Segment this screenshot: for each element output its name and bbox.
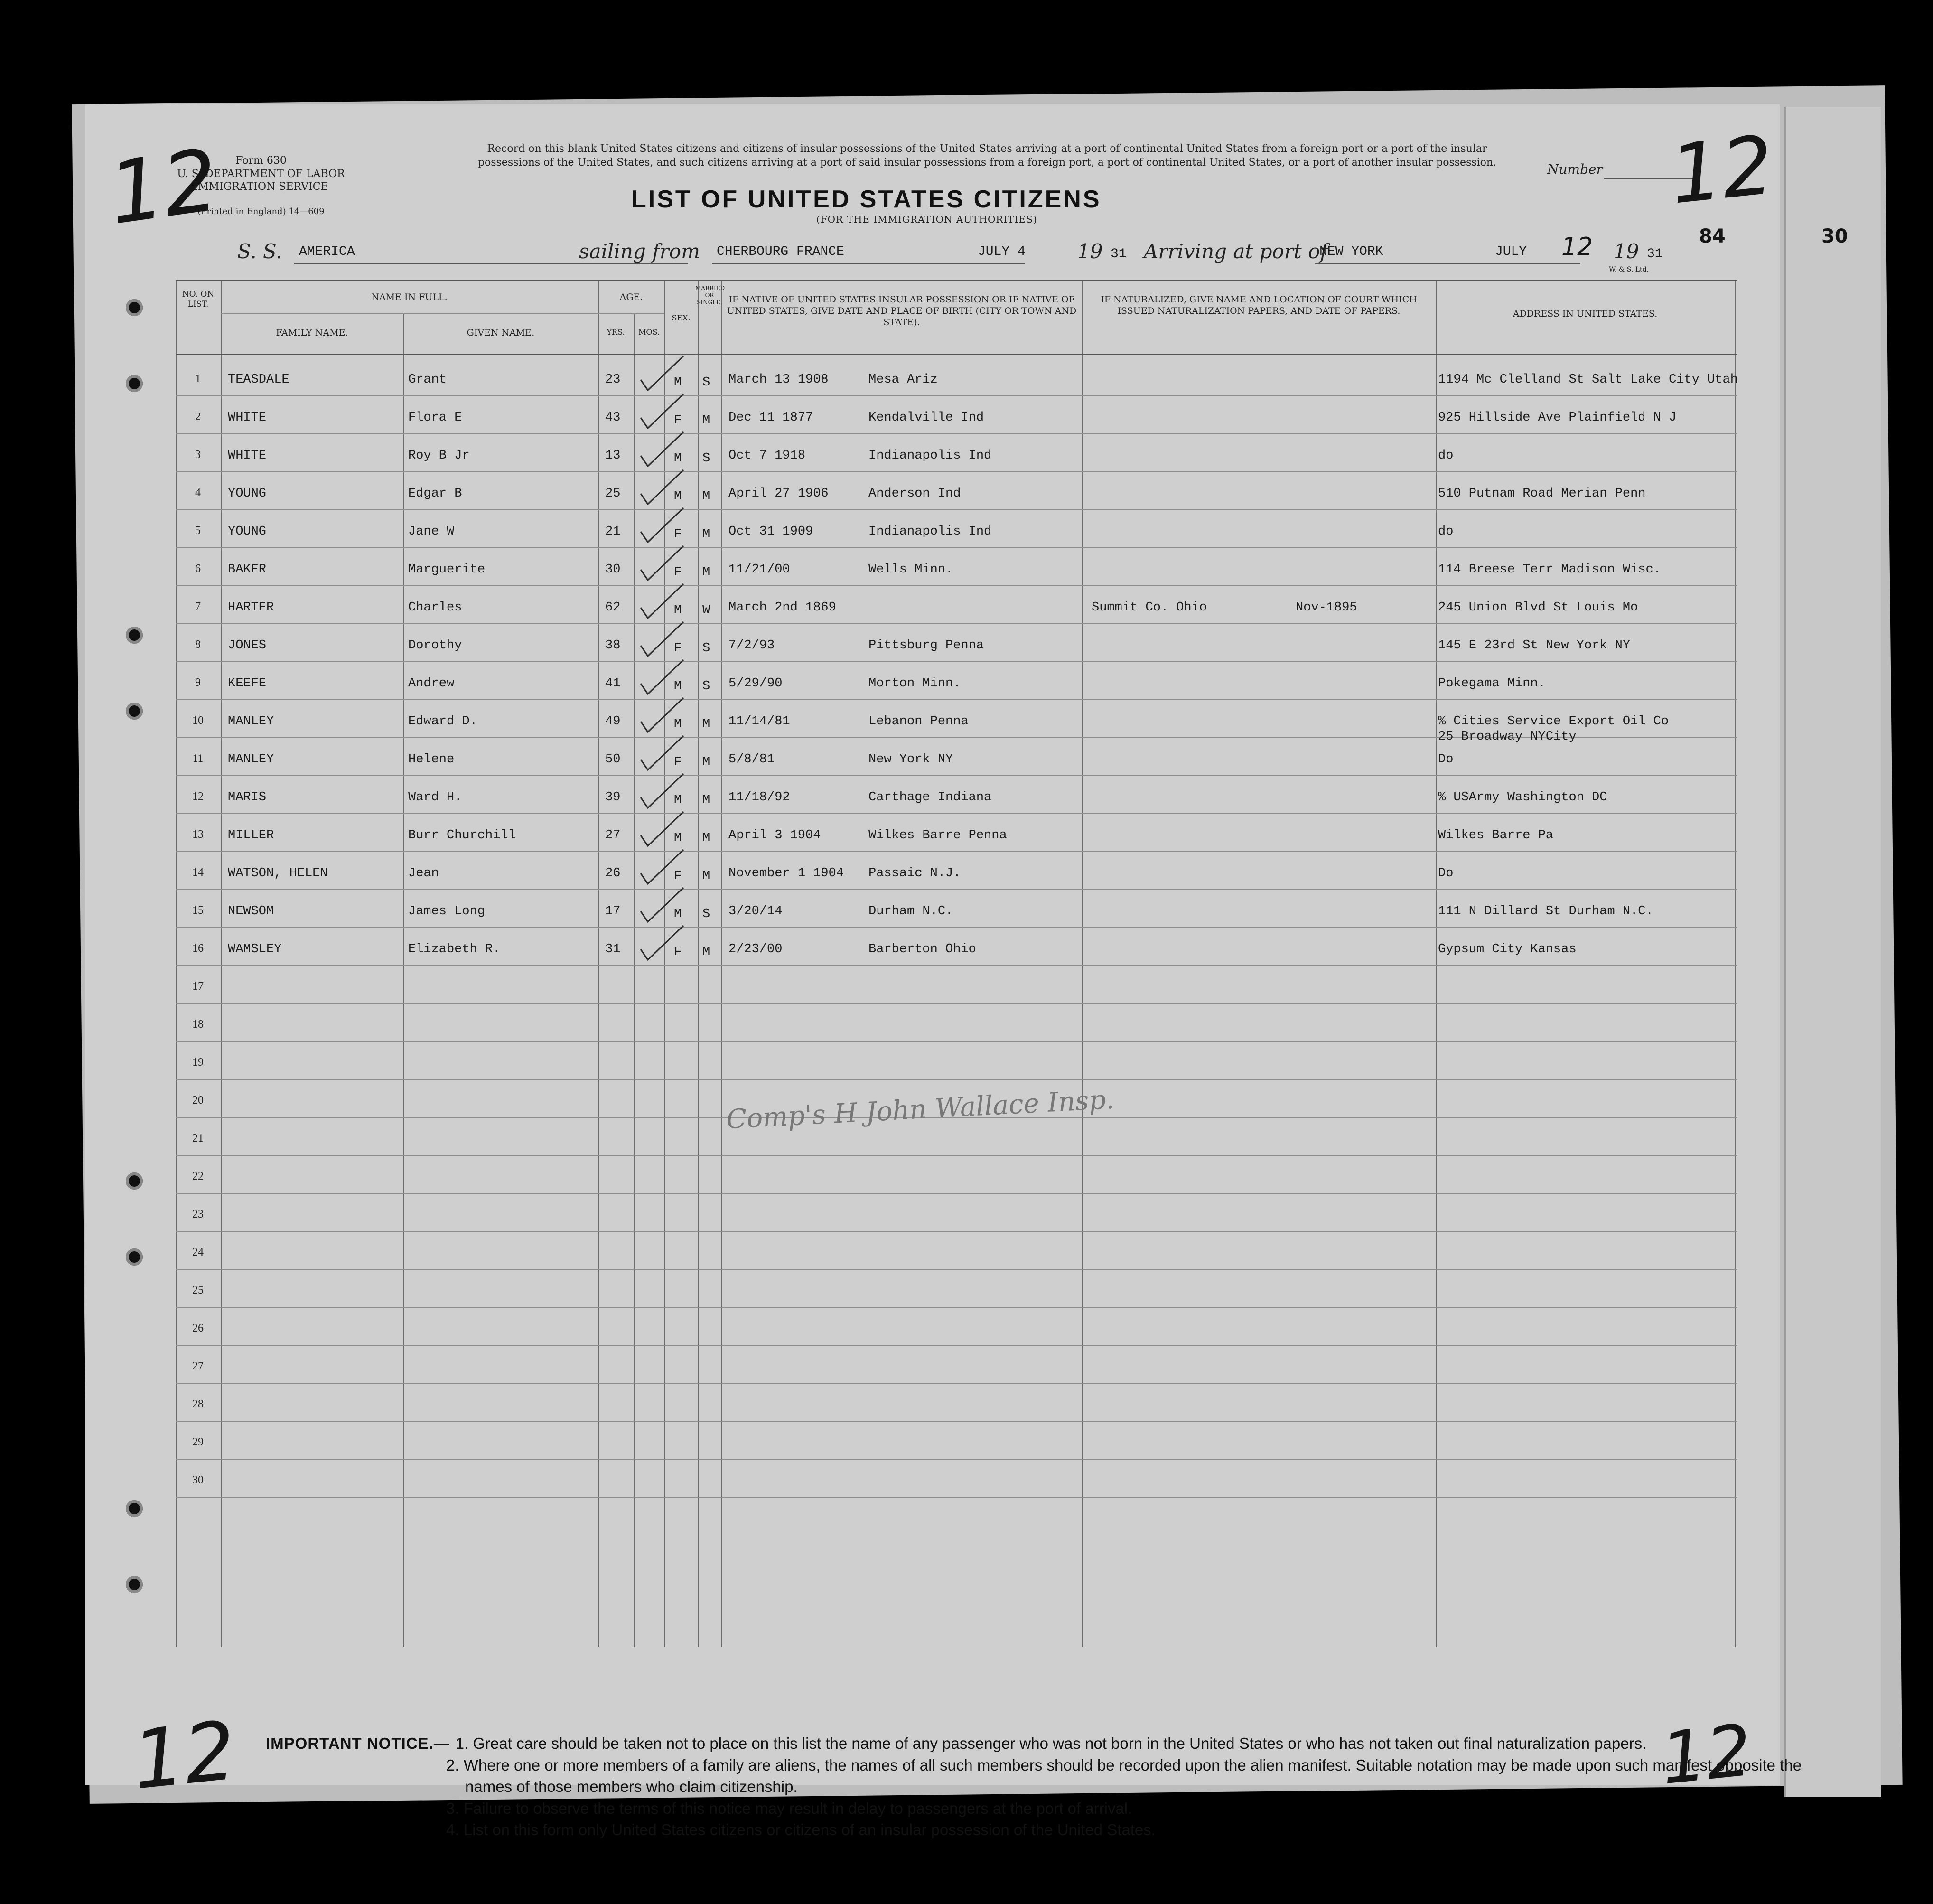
marital-status: M [702,413,710,428]
address: Gypsum City Kansas [1438,942,1577,957]
marital-status: M [702,717,710,732]
row-number: 20 [192,1094,204,1107]
family-name: MANLEY [228,752,274,767]
row-number: 2 [195,411,201,423]
given-name: Roy B Jr [408,449,470,463]
row-number: 26 [192,1322,204,1334]
year-prefix-1: 19 [1077,240,1103,263]
given-name: Charles [408,600,462,615]
address: % Cities Service Export Oil Co [1438,714,1669,729]
age-years: 30 [605,563,621,577]
check-marks [631,370,726,1035]
given-name: Jean [408,866,439,881]
family-name: HARTER [228,600,274,615]
address: Do [1438,866,1454,881]
row-rule [176,1345,1737,1346]
marital-status: M [702,793,710,807]
row-number: 18 [192,1018,204,1031]
handwritten-number-bottom-right: 12 [1657,1709,1756,1801]
sex: M [674,489,682,504]
check-mark [641,584,683,618]
birth-place: Wilkes Barre Penna [868,828,1007,843]
family-name: MANLEY [228,714,274,729]
birth-date: March 2nd 1869 [728,600,836,615]
printer-mark: W. & S. Ltd. [1609,266,1649,273]
row-rule [176,433,1737,434]
row-rule [176,851,1737,852]
row-number: 11 [192,752,204,765]
family-name: JONES [228,638,267,653]
inspector-signature: Comp's H John Wallace Insp. [725,1084,1115,1135]
instructions: Record on this blank United States citizens and citizens of insular possessions of the United States arriving at a port of continental United States from a foreign port or a port of the insular possessions of the United States, and such citizens arriving at a port of said insular possessions from a foreign port, a port of continental United States, or a port of another insular possession. [477,143,1497,169]
row-rule [176,509,1737,510]
birth-place: Barberton Ohio [868,942,976,957]
address: 925 Hillside Ave Plainfield N J [1438,411,1677,425]
row-number: 17 [192,980,204,993]
birth-date: 7/2/93 [728,638,775,653]
sex: M [674,603,682,618]
row-rule [176,965,1737,966]
check-mark [641,660,683,694]
given-name: James Long [408,904,486,919]
row-rule [176,395,1737,396]
sex: F [674,527,682,542]
given-name: Ward H. [408,790,462,805]
marital-status: S [702,375,710,390]
row-rule [176,623,1737,624]
given-name: Edward D. [408,714,477,729]
family-name: MILLER [228,828,274,843]
given-name: Marguerite [408,563,486,577]
row-rule [176,1383,1737,1384]
age-years: 50 [605,752,621,767]
check-mark [641,736,683,770]
from-port: CHERBOURG FRANCE [717,244,844,259]
birth-place: Passaic N.J. [868,866,961,881]
birth-place: Kendalville Ind [868,411,984,425]
row-rule [176,889,1737,890]
sex: M [674,717,682,732]
marital-status: W [702,603,710,618]
row-number: 24 [192,1246,204,1258]
birth-place: Pittsburg Penna [868,638,984,653]
family-name: WATSON, HELEN [228,866,328,881]
family-name: WHITE [228,449,267,463]
row-rule [176,1307,1737,1308]
row-number: 28 [192,1398,204,1410]
row-number: 13 [192,828,204,841]
row-number: 21 [192,1132,204,1144]
birth-date: November 1 1904 [728,866,844,881]
age-years: 13 [605,449,621,463]
row-number: 27 [192,1360,204,1372]
row-rule [176,813,1737,814]
notice-item-3: 3. Failure to observe the terms of this notice may result in delay to passengers at the port of arrival. [446,1799,1132,1817]
sex: F [674,869,682,883]
sex: F [674,945,682,959]
address: do [1438,525,1454,539]
col-naturalized: IF NATURALIZED, GIVE NAME AND LOCATION OF COURT WHICH ISSUED NATURALIZATION PAPERS, AND DATE OF PAPERS. [1101,294,1417,316]
punch-hole [126,375,143,392]
birth-place: New York NY [868,752,953,767]
edge-number: 30 [1821,225,1848,247]
row-rule [176,699,1737,700]
row-rule [176,1421,1737,1422]
given-name: Edgar B [408,487,462,501]
sex: M [674,831,682,845]
manifest-table [176,280,1827,1647]
marital-status: M [702,945,710,959]
check-mark [641,888,683,922]
sex: M [674,679,682,694]
row-number: 9 [195,676,201,689]
col-name-in-full: NAME IN FULL. [371,292,448,302]
age-years: 21 [605,525,621,539]
row-number: 5 [195,525,201,537]
arrival-port-line [1315,263,1580,264]
punch-hole [126,299,143,316]
row-number: 3 [195,449,201,461]
col-birth: IF NATIVE OF UNITED STATES INSULAR POSSESSION OR IF NATIVE OF UNITED STATES, GIVE DATE AND PLACE OF BIRTH (CITY OR TOWN AND STATE). [727,294,1077,328]
family-name: TEASDALE [228,373,289,387]
given-name: Flora E [408,411,462,425]
age-years: 39 [605,790,621,805]
address: 145 E 23rd St New York NY [1438,638,1631,653]
family-name: MARIS [228,790,267,805]
check-mark [641,470,683,504]
age-years: 17 [605,904,621,919]
handwritten-number-top-left: 12 [103,131,224,244]
family-name: WAMSLEY [228,942,282,957]
row-rule [176,1269,1737,1270]
sex: M [674,793,682,807]
age-years: 25 [605,487,621,501]
row-rule [176,927,1737,928]
age-years: 31 [605,942,621,957]
age-years: 62 [605,600,621,615]
address: 111 N Dillard St Durham N.C. [1438,904,1653,919]
given-name: Burr Churchill [408,828,516,843]
given-name: Grant [408,373,447,387]
address: % USArmy Washington DC [1438,790,1607,805]
punch-hole [126,1172,143,1190]
birth-date: Oct 31 1909 [728,525,813,539]
check-mark [641,622,683,656]
notice-item-4: 4. List on this form only United States citizens or citizens of an insular possession of the United States. [446,1821,1156,1839]
birth-place: Morton Minn. [868,676,961,691]
row-rule [176,1155,1737,1156]
page-subtitle: (FOR THE IMMIGRATION AUTHORITIES) [816,214,1037,225]
notice-item-2: 2. Where one or more members of a family are aliens, the names of all such members should be recorded upon the alien manifest. Suitable notation may be made upon such manifest opposite the names of those members who claim citizenship. [446,1756,1802,1796]
birth-date: Dec 11 1877 [728,411,813,425]
row-number: 4 [195,487,201,499]
marital-status: M [702,489,710,504]
sex: M [674,375,682,390]
col-address: ADDRESS IN UNITED STATES. [1513,309,1658,319]
col-given-name: GIVEN NAME. [467,328,535,338]
row-rule [176,585,1737,586]
row-rule [176,1041,1737,1042]
age-years: 38 [605,638,621,653]
arrival-date: JULY [1495,244,1527,259]
year-prefix-2: 19 [1614,240,1639,263]
given-name: Andrew [408,676,455,691]
col-married: MARRIED OR SINGLE. [695,285,725,306]
address-line-2: 25 Broadway NYCity [1438,730,1577,744]
sex: F [674,755,682,769]
naturalization-date: Nov-1895 [1296,600,1357,615]
row-number: 12 [192,790,204,803]
from-port-line [712,263,1025,264]
sex: F [674,565,682,580]
punch-hole [126,627,143,644]
row-rule [176,775,1737,776]
family-name: WHITE [228,411,267,425]
department: U. S. DEPARTMENT OF LABOR [177,168,345,180]
punch-hole [126,1500,143,1517]
age-years: 23 [605,373,621,387]
check-mark [641,698,683,732]
birth-date: 11/18/92 [728,790,790,805]
given-name: Elizabeth R. [408,942,501,957]
check-mark [641,812,683,846]
ship-line [294,263,688,264]
birth-date: April 3 1904 [728,828,821,843]
address: 245 Union Blvd St Louis Mo [1438,600,1638,615]
family-name: NEWSOM [228,904,274,919]
address: 1194 Mc Clelland St Salt Lake City Utah [1438,373,1738,387]
sailing-label: sailing from [579,240,700,263]
row-rule [176,547,1737,548]
row-rule [176,1497,1737,1498]
age-years: 27 [605,828,621,843]
birth-place: Anderson Ind [868,487,961,501]
row-number: 14 [192,866,204,879]
row-rule [176,1231,1737,1232]
important-notice [266,1733,1832,1841]
marital-status: M [702,831,710,845]
arriving-label: Arriving at port of [1144,240,1327,263]
address: Do [1438,752,1454,767]
punch-hole [126,703,143,720]
row-number: 16 [192,942,204,955]
departure-year: 31 [1111,247,1127,262]
row-number: 23 [192,1208,204,1220]
check-mark [641,394,683,428]
punch-hole [126,1248,143,1266]
birth-date: 5/29/90 [728,676,783,691]
sex: M [674,451,682,466]
birth-place: Indianapolis Ind [868,449,992,463]
row-number: 10 [192,714,204,727]
row-rule [176,471,1737,472]
check-mark [641,850,683,884]
row-rule [176,1193,1737,1194]
row-number: 6 [195,563,201,575]
marital-status: M [702,527,710,542]
address: Pokegama Minn. [1438,676,1546,691]
row-number: 15 [192,904,204,917]
birth-date: 3/20/14 [728,904,783,919]
birth-place: Carthage Indiana [868,790,992,805]
birth-date: 2/23/00 [728,942,783,957]
family-name: YOUNG [228,487,267,501]
row-number: 7 [195,600,201,613]
marital-status: S [702,641,710,656]
address: Wilkes Barre Pa [1438,828,1554,843]
arrival-port: NEW YORK [1319,244,1383,259]
birth-date: April 27 1906 [728,487,829,501]
departure-date: JULY 4 [978,244,1026,259]
row-rule [176,1079,1737,1080]
marital-status: M [702,755,710,769]
row-number: 25 [192,1284,204,1296]
marital-status: M [702,869,710,883]
row-number: 22 [192,1170,204,1182]
age-years: 43 [605,411,621,425]
col-yrs: YRS. [607,328,625,337]
check-mark [641,926,683,960]
col-sex: SEX. [672,313,691,322]
check-mark [641,774,683,808]
row-rule [176,1459,1737,1460]
col-age: AGE. [619,292,643,302]
arrival-year: 31 [1647,247,1663,262]
ship-name: AMERICA [299,244,355,259]
row-number: 8 [195,638,201,651]
row-rule [176,661,1737,662]
given-name: Helene [408,752,455,767]
given-name: Dorothy [408,638,462,653]
printed-note: (Printed in England) 14—609 [197,206,325,216]
col-no: NO. ON LIST. [182,290,215,310]
marital-status: M [702,565,710,580]
marital-status: S [702,679,710,694]
birth-date: 11/14/81 [728,714,790,729]
age-years: 26 [605,866,621,881]
service: IMMIGRATION SERVICE [194,181,328,193]
manifest-page [85,104,1802,1839]
form-number: Form 630 [235,155,287,167]
notice-item-1: 1. Great care should be taken not to place on this list the name of any passenger who was not born in the United States or who has not taken out final naturalization papers. [455,1735,1647,1752]
given-name: Jane W [408,525,455,539]
family-name: YOUNG [228,525,267,539]
punch-hole [126,1576,143,1593]
address: do [1438,449,1454,463]
sex: M [674,907,682,921]
naturalization-court: Summit Co. Ohio [1092,600,1207,615]
sex: F [674,641,682,656]
sex: F [674,413,682,428]
col-mos: MOS. [638,328,660,337]
marital-status: S [702,451,710,466]
check-mark [641,432,683,466]
birth-place: Mesa Ariz [868,373,938,387]
row-number: 1 [195,373,201,385]
row-number: 30 [192,1474,204,1486]
check-mark [641,546,683,580]
birth-date: 5/8/81 [728,752,775,767]
row-number: 19 [192,1056,204,1069]
address: 114 Breese Terr Madison Wisc. [1438,563,1661,577]
notice-heading: IMPORTANT NOTICE.— [266,1735,450,1752]
address: 510 Putnam Road Merian Penn [1438,487,1646,501]
age-years: 49 [605,714,621,729]
ss-label: S. S. [237,240,282,263]
number-label: Number [1547,161,1603,177]
family-name: KEEFE [228,676,267,691]
age-years: 41 [605,676,621,691]
birth-date: 11/21/00 [728,563,790,577]
sheet-number: 84 [1699,225,1726,247]
birth-date: Oct 7 1918 [728,449,806,463]
birth-place: Durham N.C. [868,904,953,919]
birth-place: Lebanon Penna [868,714,969,729]
check-mark [641,508,683,542]
col-family-name: FAMILY NAME. [276,328,348,338]
arrival-day: 12 [1561,233,1593,261]
handwritten-number-top-right: 12 [1666,118,1778,223]
row-rule [176,1003,1737,1004]
row-number: 29 [192,1436,204,1448]
check-mark [641,356,683,390]
birth-place: Indianapolis Ind [868,525,992,539]
page-title: LIST OF UNITED STATES CITIZENS [631,186,1102,213]
birth-place: Wells Minn. [868,563,953,577]
family-name: BAKER [228,563,267,577]
handwritten-number-bottom-left: 12 [128,1704,241,1808]
birth-date: March 13 1908 [728,373,829,387]
marital-status: S [702,907,710,921]
